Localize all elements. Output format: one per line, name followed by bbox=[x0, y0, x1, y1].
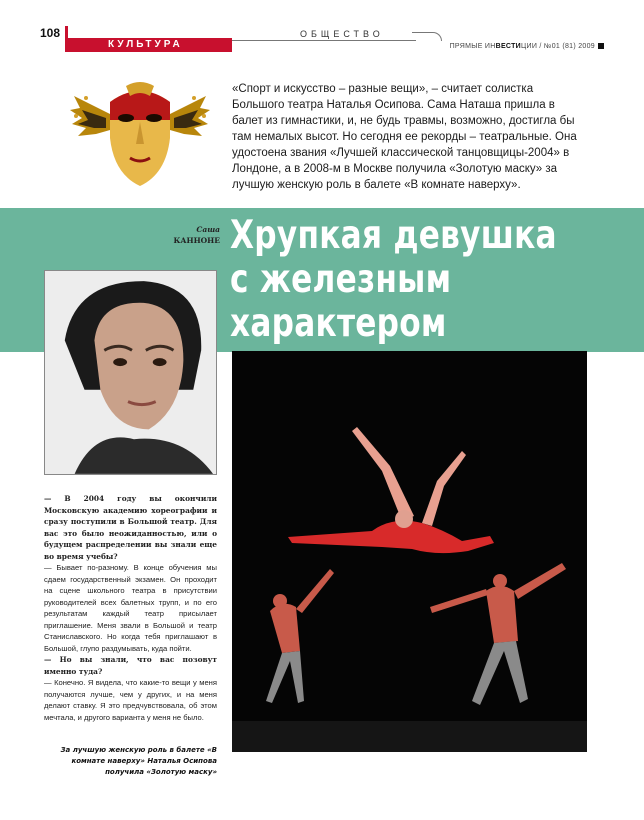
page-number: 108 bbox=[40, 26, 61, 40]
photo-caption: За лучшую женскую роль в балете «В комнате наверху» Наталья Осипова получила «Золотую маску» bbox=[60, 746, 217, 776]
interview-answer: — Конечно. Я видела, что какие-то вещи у меня получаются лучше, чем у других, и на меня делают ставку. Я это предчувствовала, об этом мечтала, и другого варианта у меня не было. bbox=[44, 678, 217, 722]
section-title: ОБЩЕСТВО bbox=[300, 29, 384, 39]
header-divider bbox=[232, 40, 416, 41]
interview-question: — В 2004 году вы окончили Московскую академию хореографии и сразу поступили в Большой театр. Для вас это было неожиданностью, или о будущем распределении вы знали еще во время учебы? bbox=[44, 494, 217, 561]
ballet-stage-photo bbox=[232, 351, 587, 752]
lead-paragraph: «Спорт и искусство – разные вещи», – считает солистка Большого театра Наталья Осипова. Сама Наташа пришла в балет из гимнастики, и, не будь травмы, возможно, достигла бы там немалых высот. Но сегодня ее рекорды – театральные. Она удостоена звания «Лучшей классической танцовщицы-2004» в Лондоне, а в 2008-м в Москве получила «Золотую маску» за лучшую женскую роль в балете «В комнате наверху». bbox=[232, 83, 577, 191]
interview-text bbox=[44, 493, 217, 723]
interview-answer: — Бывает по-разному. В конце обучения мы сдаем государственный экзамен. Он проходит на сцене школьного театра в присутствии руководителей всех балетных трупп, и по его результатам каждый театр присылает приглашение. Меня звали в Большой и театр Станиславского. Но когда тебя приглашают в Большой, глупо раздумывать, куда пойти. bbox=[44, 563, 217, 653]
portrait-photo bbox=[44, 270, 217, 475]
rubric-label: КУЛЬТУРА bbox=[68, 38, 232, 52]
interview-question: — Но вы знали, что вас позовут именно туда? bbox=[44, 655, 217, 676]
author-byline: Саша КАННОНЕ bbox=[173, 225, 220, 245]
header-divider-curve bbox=[412, 32, 442, 41]
theatre-mask-image bbox=[66, 74, 214, 192]
article-headline: Хрупкая девушка с железным характером bbox=[230, 213, 557, 346]
magazine-issue: ПРЯМЫЕ ИНВЕСТИЦИИ / №01 (81) 2009 bbox=[450, 43, 604, 50]
